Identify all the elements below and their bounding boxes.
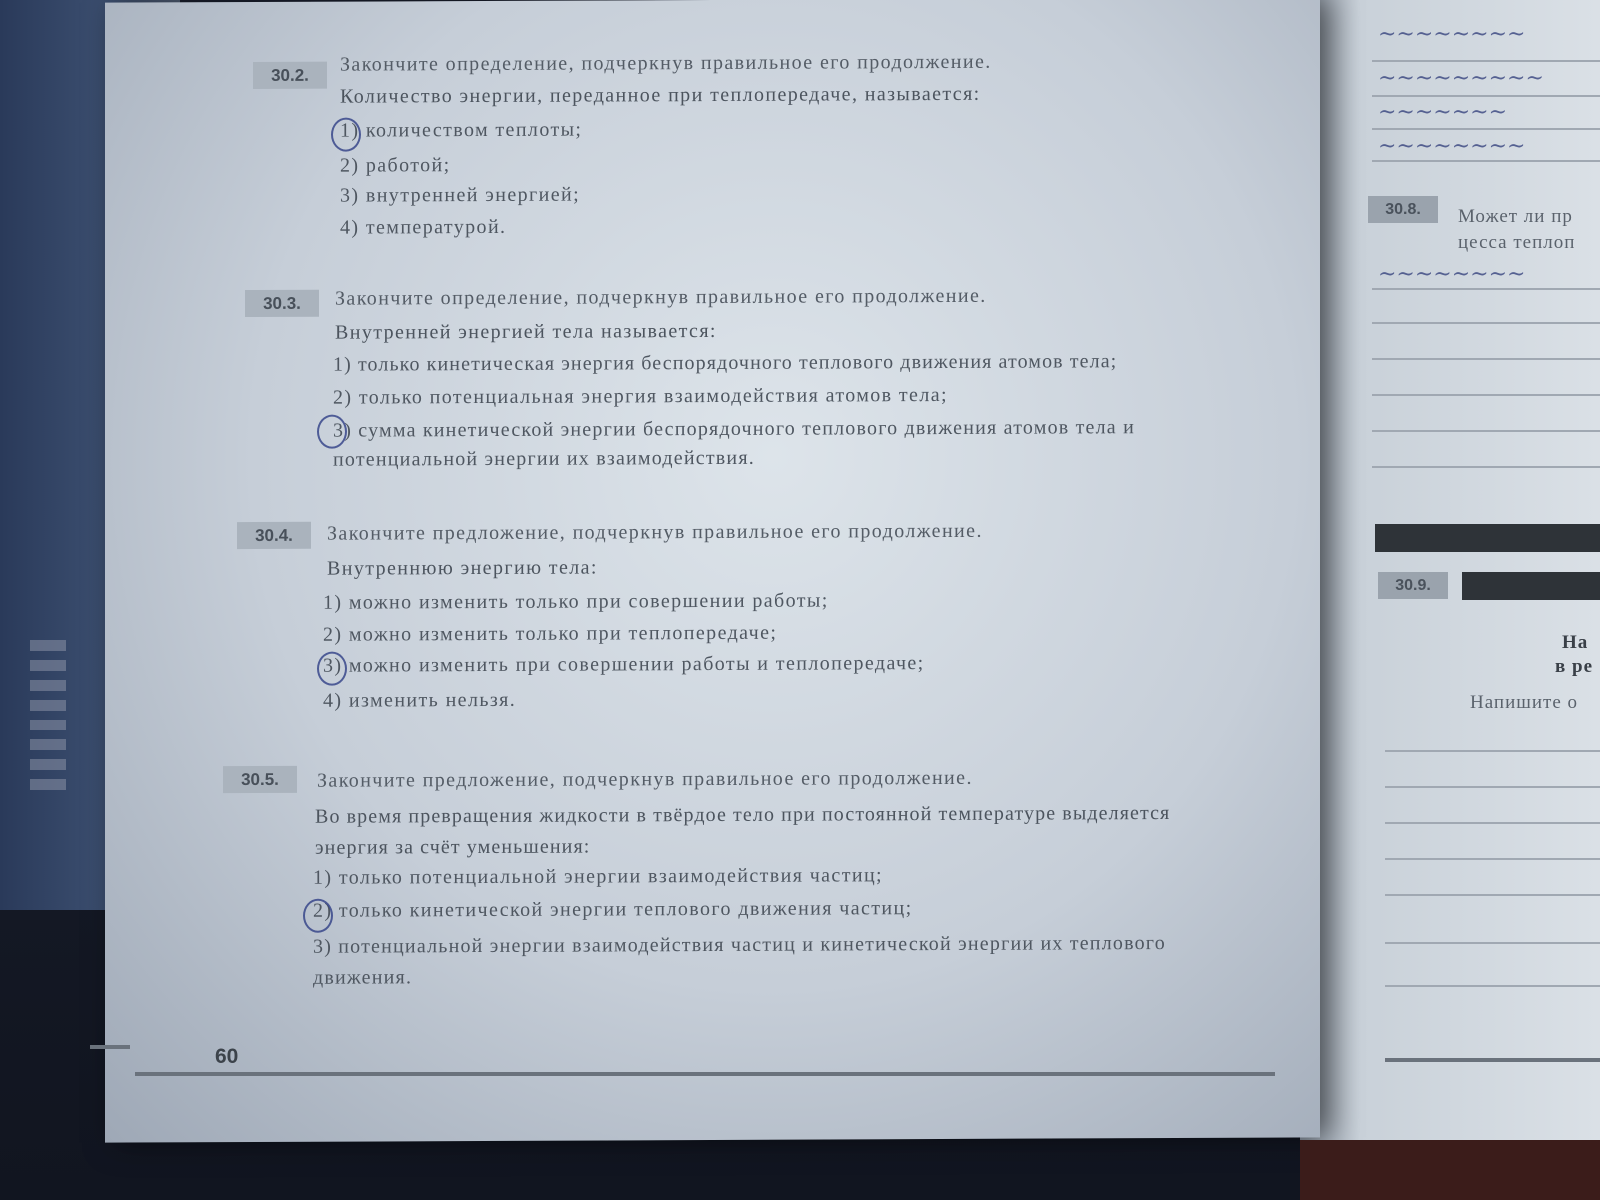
task-number-badge: 30.2. — [253, 62, 327, 89]
task-instruction: Закончите предложение, подчеркнув правильное его продолжение. — [327, 519, 983, 545]
task-option: 4) температурой. — [340, 215, 507, 239]
pen-circle-mark — [331, 118, 361, 152]
answer-line — [1385, 822, 1600, 824]
handwritten-answer: ~~~~~~~~ — [1378, 262, 1526, 287]
bottom-rule-left — [90, 1045, 130, 1049]
task-30-2 — [105, 0, 1320, 239]
task-option: 3) можно изменить при совершении работы и теплопередаче; — [323, 652, 925, 677]
task-stem: Внутренней энергией тела называется: — [335, 319, 717, 344]
handwritten-answer: ~~~~~~~ — [1378, 100, 1508, 125]
task-option: 2) только потенциальная энергия взаимодействия атомов тела; — [333, 383, 948, 409]
task-option: 1) только кинетическая энергия беспорядочного теплового движения атомов тела; — [333, 350, 1118, 376]
answer-line — [1372, 358, 1600, 360]
answer-line — [1385, 786, 1600, 788]
task-number-badge: 30.4. — [237, 522, 311, 549]
answer-line — [1372, 160, 1600, 162]
bottom-rule — [135, 1072, 1275, 1076]
bottom-rule-right — [1385, 1058, 1600, 1062]
task-number-badge: 30.9. — [1378, 572, 1448, 599]
section-header-bar — [1375, 524, 1600, 552]
task-option: 2) только кинетической энергии теплового движения частиц; — [313, 897, 913, 922]
task-option: 2) можно изменить только при теплопередаче; — [323, 621, 778, 646]
task-stem: Внутреннюю энергию тела: — [327, 556, 598, 580]
answer-line — [1385, 942, 1600, 944]
task-stem: Количество энергии, переданное при теплопередаче, называется: — [340, 82, 981, 108]
task-text-fragment: Напишите о — [1470, 692, 1579, 713]
task-title-bar — [1462, 572, 1600, 600]
answer-line — [1372, 128, 1600, 130]
task-option: 1) только потенциальной энергии взаимодействия частиц; — [313, 864, 884, 889]
answer-line — [1372, 288, 1600, 290]
task-text-fragment: цесса теплоп — [1458, 232, 1576, 253]
answer-line — [1372, 60, 1600, 62]
handwritten-answer: ~~~~~~~~~ — [1378, 66, 1544, 91]
task-option: 1) можно изменить только при совершении работы; — [323, 589, 829, 614]
answer-line — [1372, 394, 1600, 396]
pen-circle-mark — [303, 899, 333, 933]
table-surface — [1300, 1140, 1600, 1200]
workbook-page — [105, 0, 1320, 1143]
task-number-badge: 30.3. — [245, 290, 319, 317]
task-option: 3) внутренней энергией; — [340, 183, 581, 207]
task-text-fragment: На — [1562, 632, 1589, 653]
task-option: 4) изменить нельзя. — [323, 688, 517, 712]
task-stem: Во время превращения жидкости в твёрдое тело при постоянной температуре выделяется энергия за счёт уменьшения: — [315, 802, 1171, 859]
task-option: 3) потенциальной энергии взаимодействия частиц и кинетической энергии их теплового движения. — [313, 932, 1166, 989]
right-page — [1300, 0, 1600, 1140]
task-number-badge: 30.5. — [223, 766, 297, 793]
task-option: 1) количеством теплоты; — [340, 118, 583, 142]
task-number-badge: 30.8. — [1368, 196, 1438, 223]
answer-line — [1372, 95, 1600, 97]
page-number: 60 — [215, 1045, 239, 1068]
answer-line — [1385, 858, 1600, 860]
answer-line — [1385, 750, 1600, 752]
answer-line — [1372, 322, 1600, 324]
task-text-fragment: в ре — [1555, 656, 1594, 677]
handwritten-answer: ~~~~~~~~ — [1378, 134, 1526, 159]
answer-line — [1385, 985, 1600, 987]
task-option: 2) работой; — [340, 154, 451, 177]
pen-circle-mark — [317, 652, 347, 686]
task-instruction: Закончите определение, подчеркнув правильное его продолжение. — [340, 50, 992, 76]
task-instruction: Закончите предложение, подчеркнув правильное его продолжение. — [317, 766, 973, 792]
answer-line — [1372, 466, 1600, 468]
spine-marks — [30, 640, 66, 790]
handwritten-answer: ~~~~~~~~ — [1378, 22, 1526, 47]
task-text-fragment: Может ли пр — [1458, 206, 1573, 227]
answer-line — [1372, 430, 1600, 432]
task-instruction: Закончите определение, подчеркнув правильное его продолжение. — [335, 284, 987, 310]
task-option: 3) сумма кинетической энергии беспорядочного теплового движения атомов тела и потенциальной энергии их взаимодействия. — [333, 416, 1135, 471]
pen-circle-mark — [317, 415, 347, 449]
answer-line — [1385, 894, 1600, 896]
